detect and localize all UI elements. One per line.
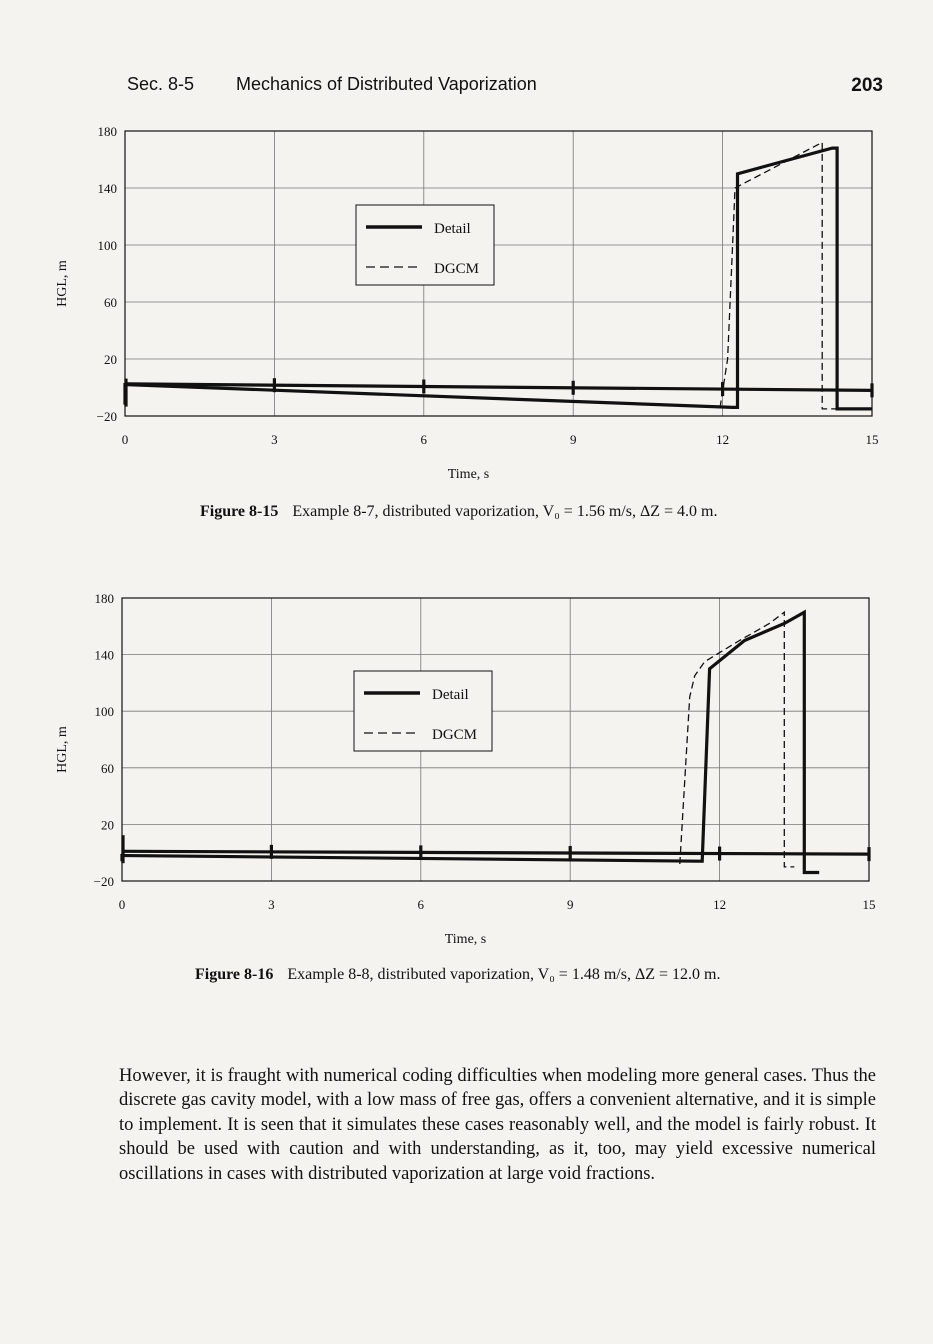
y-tick-label: −20 (93, 874, 114, 889)
figure-8-16 (0, 575, 933, 1015)
x-tick-label: 6 (417, 897, 425, 912)
figure-8-16-caption (195, 965, 815, 985)
x-tick-label: 0 (121, 432, 129, 447)
legend-label-dgcm: DGCM (434, 261, 480, 277)
x-tick-label: 0 (118, 897, 126, 912)
legend-label-detail: Detail (434, 221, 471, 237)
x-axis-title: Time, s (444, 932, 487, 947)
running-title: Mechanics of Distributed Vaporization (236, 74, 537, 94)
y-tick-label: 60 (104, 295, 117, 310)
x-axis-title: Time, s (447, 467, 490, 482)
figure-8-15 (0, 110, 933, 550)
y-tick-label: 180 (97, 124, 117, 139)
y-tick-label: −20 (96, 409, 117, 424)
x-tick-label: 3 (268, 897, 275, 912)
caption-label: Figure 8-16 (195, 966, 274, 983)
chart-figure-8-15 (0, 110, 933, 490)
y-tick-label: 100 (97, 238, 117, 253)
caption-text: Example 8-8, distributed vaporization, V₀ = 1.48 m/s, ΔZ = 12.0 m. (287, 966, 721, 983)
legend-label-detail: Detail (432, 687, 469, 703)
caption-label: Figure 8-15 (200, 503, 279, 520)
series-line-detail (125, 148, 872, 409)
x-tick-label: 9 (569, 432, 577, 447)
y-axis-title: HGL, m (55, 260, 70, 307)
series-line-detail (122, 851, 869, 854)
chart-figure-8-16 (0, 575, 933, 955)
legend-label-dgcm: DGCM (432, 727, 478, 743)
plot-frame (122, 598, 869, 881)
figure-8-15-caption (200, 502, 820, 522)
series-line-dgcm (680, 612, 795, 867)
y-tick-label: 140 (97, 181, 117, 196)
section-number: Sec. 8-5 (127, 74, 195, 94)
caption-text: Example 8-7, distributed vaporization, V₀ = 1.56 m/s, ΔZ = 4.0 m. (292, 503, 718, 520)
x-tick-label: 3 (271, 432, 278, 447)
x-tick-label: 12 (716, 432, 730, 447)
y-tick-label: 140 (94, 647, 114, 663)
x-tick-label: 12 (713, 897, 727, 912)
x-tick-label: 15 (865, 432, 879, 447)
y-tick-label: 20 (104, 352, 117, 367)
y-tick-label: 20 (101, 817, 114, 833)
plot-frame (125, 131, 872, 416)
y-tick-label: 180 (94, 591, 114, 606)
y-tick-label: 60 (101, 760, 114, 776)
page-header (0, 0, 933, 110)
y-axis-title: HGL, m (55, 726, 70, 773)
x-tick-label: 9 (566, 897, 574, 912)
page-number: 203 (851, 75, 883, 96)
x-tick-label: 6 (420, 432, 428, 447)
y-tick-label: 100 (94, 704, 114, 720)
x-tick-label: 15 (862, 897, 876, 912)
body-paragraph: However, it is fraught with numerical coding difficulties when modeling more general cases. Thus the discrete gas cavity model, with a low mass of free gas, offers a convenient alternative, and it is simple to implement. It is seen that it simulates these cases reasonably well, and the model is fairly robust. It should be used with caution and with understanding, as it, too, may yield excessive numerical oscillations in cases with distributed vaporization at large void fractions. (119, 1065, 876, 1184)
